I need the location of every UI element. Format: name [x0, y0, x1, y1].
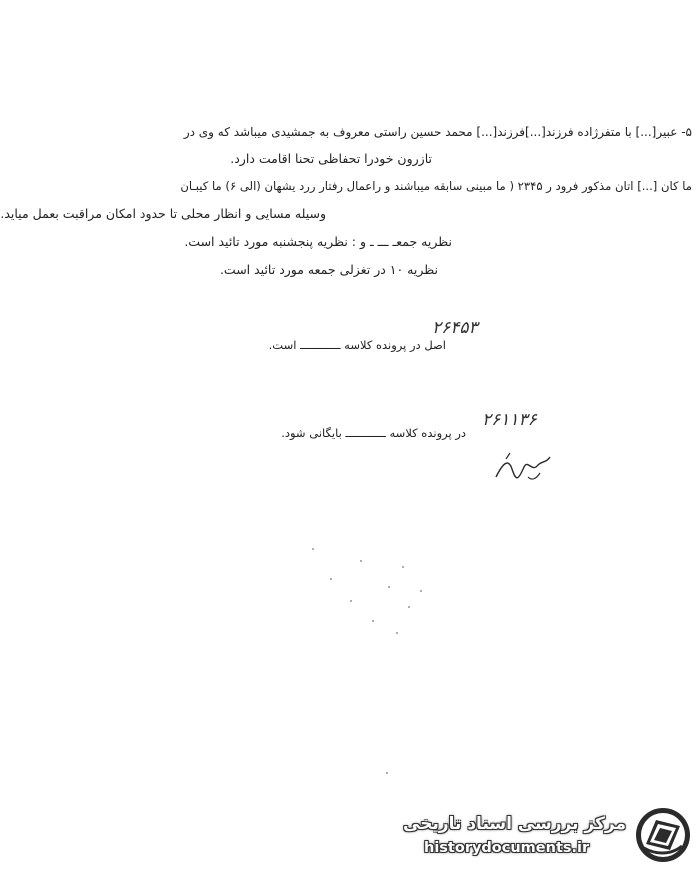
doc-line-5: نظریه جمعـ ـــ ـ و : نظریه پنجشنبه مورد تائید است. [184, 234, 452, 249]
doc-line-2: تازرون خودرا تحفاظی تحنا اقامت دارد. [230, 151, 432, 166]
handwritten-file-number-b: ۲۶۱۱۳۶ [482, 410, 537, 430]
doc-line-4: وسیله مسایی و انظار محلی تا حدود امکان مراقبت بعمل میاید. [0, 206, 326, 221]
signature [488, 447, 558, 487]
doc-line-archive: در پرونده کلاسه ــــــــــــ بایگانی شود. [281, 426, 466, 440]
watermark [403, 800, 696, 868]
watermark-title: مرکز بررسی اسناد تاریخی [403, 814, 626, 834]
watermark-url: historydocuments.ir [424, 840, 590, 856]
handwritten-file-number-a: ۲۶۴۵۳ [432, 318, 478, 338]
doc-line-3: ما کان [...] اتان مذکور فرود ر ۲۳۴۵ ( ما مبینی سابقه میباشند و راعمال رفتار ررد یشهان (الی ۶) ما کیبـان [180, 179, 692, 193]
doc-line-6: نظریه ۱۰ در تغزلی جمعه مورد تائید است. [219, 262, 438, 277]
archive-logo-icon [634, 806, 692, 864]
doc-line-original-file: اصل در پرونده کلاسه ــــــــــــ است. [268, 338, 446, 352]
doc-line-1: ۵- عبیر[...] با متفرژاده فرزند[...]فرزند[...] محمد حسین راستی معروف به جمشیدی میباشد که وی در [183, 125, 692, 139]
